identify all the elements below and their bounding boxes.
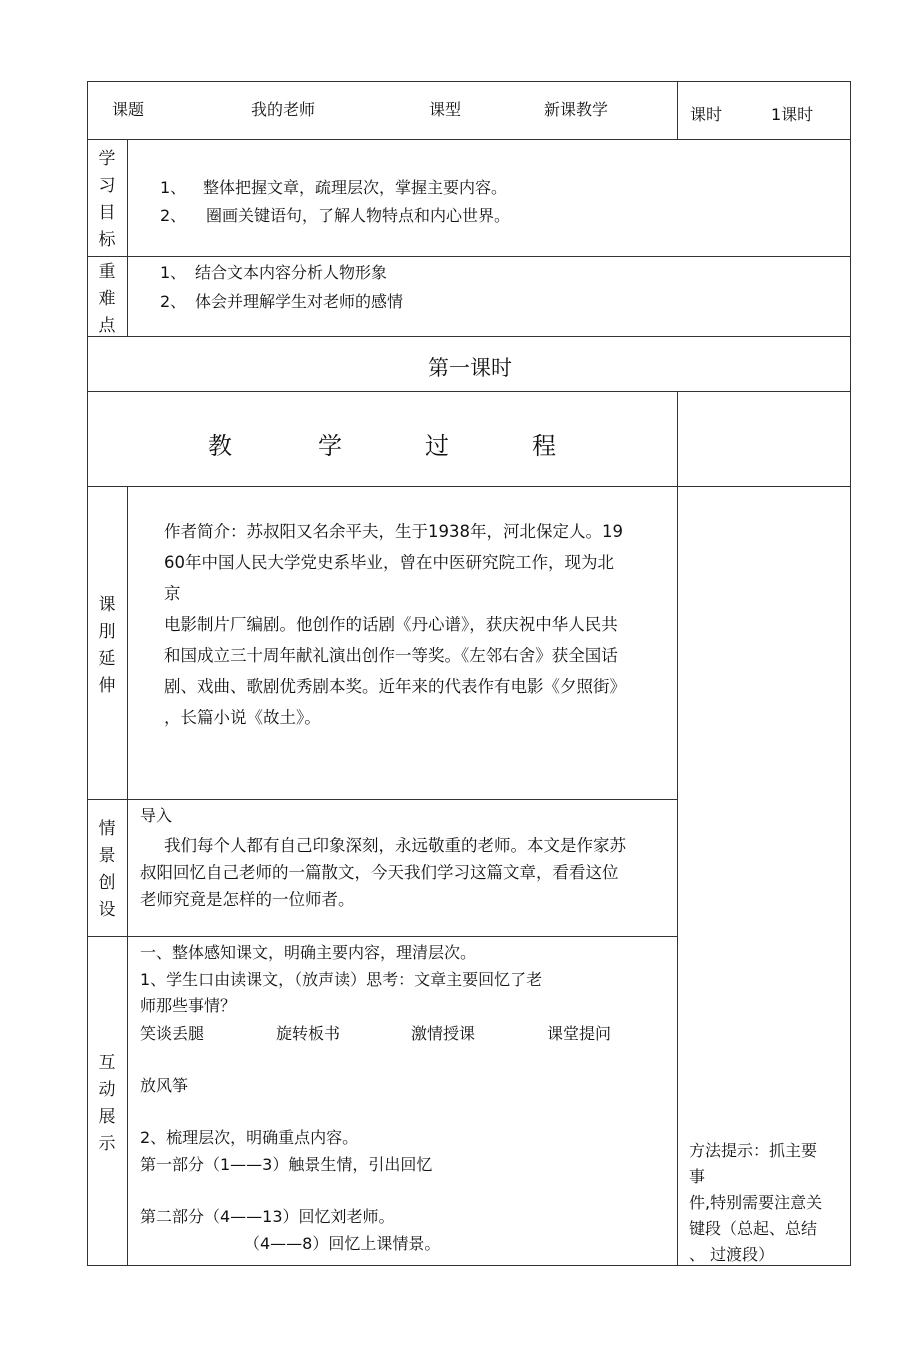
type-label: 课型: [429, 100, 462, 119]
scenario-label: 情 景 创 设: [98, 819, 116, 920]
scenario-text: 我们每个人都有自己印象深刻，永远敬重的老师。本文是作家苏 叔阳回忆自己老师的一篇散文，今天我们学习这篇文章，看看这位 老师究竟是怎样的一位师者。: [140, 836, 626, 909]
hours-value: 1课时: [771, 105, 814, 124]
scenario-heading: 导入: [140, 806, 173, 825]
objective-2-num: 2、: [160, 206, 187, 225]
event-item: 激情授课: [411, 1024, 476, 1043]
event-item: 旋转板书: [276, 1024, 341, 1043]
type-value: 新课教学: [544, 100, 609, 119]
event-item: 笑谈丢腿: [140, 1024, 205, 1043]
part2-text: 第二部分（4——13）回忆刘老师。: [140, 1207, 395, 1226]
row-divider: [87, 139, 851, 140]
row-divider: [87, 936, 677, 937]
part1-text: 第一部分（1——3）触景生情，引出回忆: [140, 1155, 433, 1174]
row-divider: [87, 256, 851, 257]
step1-question-line2: 师那些事情？: [140, 996, 237, 1015]
step1-question-line1: 1、学生口由读课文，（放声读）思考：文章主要回忆了老: [140, 970, 543, 989]
topic-value: 我的老师: [251, 100, 316, 119]
part2-sub-text: （4——8）回忆上课情景。: [244, 1234, 441, 1253]
label-column-divider: [127, 139, 128, 336]
row-divider: [87, 336, 851, 337]
table-border-left: [87, 81, 88, 1266]
process-title-char: 学: [318, 432, 342, 460]
objectives-label: 学 习 目 标: [98, 149, 116, 250]
event-item: 放风筝: [140, 1076, 189, 1095]
column-divider: [677, 391, 678, 1266]
process-title-char: 教: [208, 432, 232, 460]
label-column-divider: [127, 486, 128, 1266]
interaction-label: 互 动 展 示: [98, 1053, 116, 1154]
key-point-1-num: 1、: [160, 263, 187, 282]
key-point-2-num: 2、: [160, 292, 187, 311]
step1-title: 一、整体感知课文，明确主要内容，理清层次。: [140, 943, 477, 962]
event-item: 课堂提问: [547, 1024, 612, 1043]
row-divider: [87, 486, 851, 487]
objective-2-text: 圈画关键语句，了解人物特点和内心世界。: [206, 206, 511, 225]
table-border-right: [850, 81, 851, 1266]
objective-1-num: 1、: [160, 178, 187, 197]
objective-1-text: 整体把握文章，疏理层次，掌握主要内容。: [203, 178, 508, 197]
author-intro: 作者简介：苏叔阳又名余平夫，生于1938年，河北保定人。19 60年中国人民大学党史系毕业，曾在中医研究院工作，现为北 京 电影制片厂编剧。他创作的话剧《丹心谱》，获庆祝中华人民共 和国成立三十周年献礼演出创作一等奖。《左邻右舍》获全国话 剧、戏曲、歌剧优秀剧本奖。近年来的代表作有电影《夕照街》 ，长篇小说《故土》。: [164, 522, 626, 727]
lesson-title: 第一课时: [428, 356, 512, 380]
method-tips: 方法提示：抓主要 事 件,特别需要注意关 键段（总起、总结 、 过渡段）: [689, 1141, 823, 1264]
key-points-label: 重 难 点: [98, 262, 116, 336]
table-border-top: [87, 81, 851, 82]
column-divider: [677, 81, 678, 139]
extension-label: 课 刖 延 伸: [98, 595, 116, 696]
process-title-char: 程: [532, 432, 556, 460]
process-title-char: 过: [425, 432, 449, 460]
key-point-2-text: 体会并理解学生对老师的感情: [195, 292, 404, 311]
topic-label: 课题: [112, 100, 145, 119]
key-point-1-text: 结合文本内容分析人物形象: [195, 263, 388, 282]
step2-title: 2、梳理层次，明确重点内容。: [140, 1128, 359, 1147]
hours-label: 课时: [690, 105, 723, 124]
row-divider: [87, 391, 851, 392]
row-divider: [87, 799, 677, 800]
